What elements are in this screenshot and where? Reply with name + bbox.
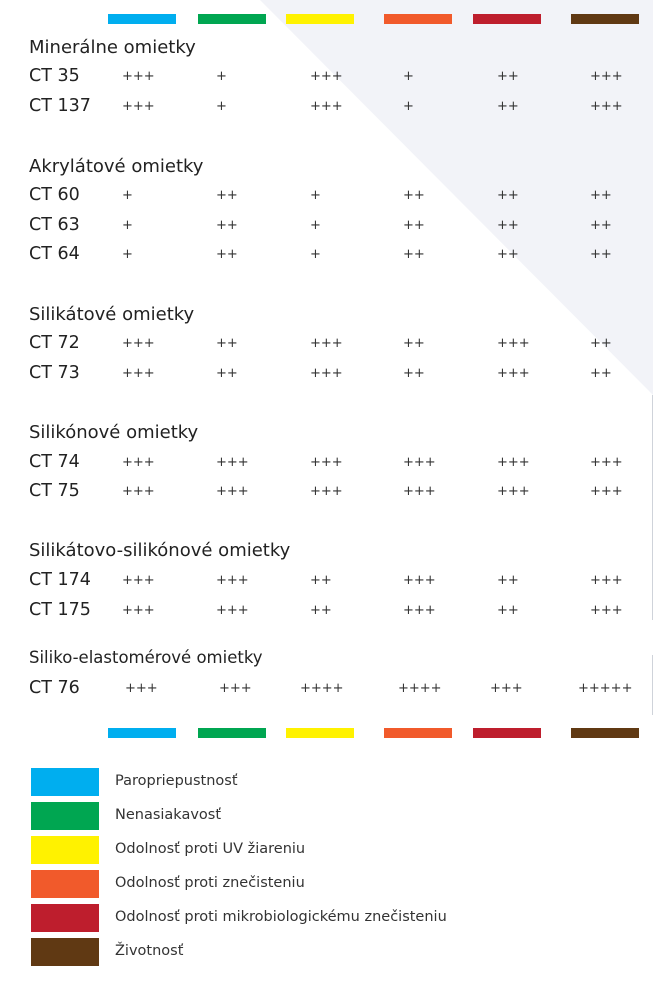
table-row [0,481,653,505]
rating-water-repellency: +++ [216,484,249,499]
rating-uv-resistance: +++ [310,455,343,470]
legend-swatch [31,870,99,898]
rating-water-repellency: +++ [216,603,249,618]
rating-lifespan: ++ [590,188,612,203]
section-title-silico-elastomer: Siliko-elastomérové omietky [29,648,263,667]
row-label: CT 60 [29,185,80,205]
rating-vapor-permeability: +++ [122,99,155,114]
rating-vapor-permeability: +++ [122,455,155,470]
table-row [0,363,653,387]
rating-uv-resistance: +++ [310,484,343,499]
rating-vapor-permeability: +++ [122,69,155,84]
rating-water-repellency: ++ [216,218,238,233]
section-title-silicone: Silikónové omietky [29,422,199,443]
rating-dirt-resistance: ++ [403,218,425,233]
rating-water-repellency: ++ [216,247,238,262]
legend-swatch [31,938,99,966]
bottom-bar-vapor-permeability [108,728,176,738]
legend-label: Odolnosť proti znečisteniu [115,875,305,891]
rating-dirt-resistance: + [403,69,414,84]
rating-vapor-permeability: +++ [122,573,155,588]
table-row [0,600,653,624]
rating-lifespan: +++ [590,484,623,499]
section-title-mineral: Minerálne omietky [29,37,196,58]
rating-lifespan: +++++ [578,681,633,696]
rating-microbio-resistance: +++ [497,366,530,381]
rating-dirt-resistance: +++ [403,603,436,618]
bottom-bar-uv-resistance [286,728,354,738]
rating-microbio-resistance: +++ [497,336,530,351]
section-title-silicate: Silikátové omietky [29,304,195,325]
legend-item-vapor-permeability [31,768,631,796]
rating-uv-resistance: +++ [310,366,343,381]
top-bar-uv-resistance [286,14,354,24]
rating-microbio-resistance: ++ [497,247,519,262]
rating-microbio-resistance: +++ [490,681,523,696]
rating-vapor-permeability: + [122,247,133,262]
row-label: CT 72 [29,333,80,353]
row-label: CT 73 [29,363,80,383]
legend-item-dirt-resistance [31,870,631,898]
rating-vapor-permeability: +++ [122,336,155,351]
rating-dirt-resistance: ++ [403,188,425,203]
legend-item-microbio-resistance [31,904,631,932]
rating-dirt-resistance: ++ [403,366,425,381]
legend-item-lifespan [31,938,631,966]
legend-label: Životnosť [115,943,184,959]
rating-lifespan: +++ [590,99,623,114]
bottom-bar-water-repellency [198,728,266,738]
table-row [0,215,653,239]
rating-uv-resistance: ++ [310,573,332,588]
rating-uv-resistance: + [310,188,321,203]
rating-lifespan: ++ [590,218,612,233]
top-bar-lifespan [571,14,639,24]
row-label: CT 174 [29,570,91,590]
legend-item-water-repellency [31,802,631,830]
row-label: CT 76 [29,678,80,698]
rating-lifespan: ++ [590,247,612,262]
rating-lifespan: +++ [590,455,623,470]
rating-uv-resistance: +++ [310,336,343,351]
rating-lifespan: +++ [590,603,623,618]
row-label: CT 63 [29,215,80,235]
table-row [0,185,653,209]
row-label: CT 137 [29,96,91,116]
rating-water-repellency: ++ [216,366,238,381]
rating-uv-resistance: +++ [310,99,343,114]
bottom-bar-dirt-resistance [384,728,452,738]
rating-microbio-resistance: ++ [497,69,519,84]
legend-label: Paropriepustnosť [115,773,238,789]
rating-uv-resistance: ++ [310,603,332,618]
table-row [0,66,653,90]
rating-vapor-permeability: + [122,188,133,203]
legend-label: Odolnosť proti UV žiareniu [115,841,306,857]
rating-uv-resistance: + [310,247,321,262]
rating-water-repellency: ++ [216,336,238,351]
legend-swatch [31,768,99,796]
rating-water-repellency: +++ [216,573,249,588]
rating-microbio-resistance: ++ [497,573,519,588]
rating-vapor-permeability: +++ [122,484,155,499]
table-row [0,678,653,702]
legend-swatch [31,802,99,830]
rating-dirt-resistance: ++ [403,247,425,262]
legend-swatch [31,836,99,864]
rating-dirt-resistance: +++ [403,455,436,470]
rating-microbio-resistance: +++ [497,484,530,499]
legend-label: Odolnosť proti mikrobiologickému znečisteniu [115,909,447,925]
table-row [0,96,653,120]
rating-dirt-resistance: ++ [403,336,425,351]
rating-vapor-permeability: + [122,218,133,233]
rating-microbio-resistance: ++ [497,218,519,233]
rating-lifespan: ++ [590,366,612,381]
rating-vapor-permeability: +++ [125,681,158,696]
table-row [0,570,653,594]
row-label: CT 64 [29,244,80,264]
rating-dirt-resistance: +++ [403,573,436,588]
rating-water-repellency: + [216,99,227,114]
legend-label: Nenasiakavosť [115,807,222,823]
rating-microbio-resistance: +++ [497,455,530,470]
legend-swatch [31,904,99,932]
rating-lifespan: ++ [590,336,612,351]
rating-vapor-permeability: +++ [122,603,155,618]
table-row [0,244,653,268]
rating-dirt-resistance: +++ [403,484,436,499]
rating-water-repellency: + [216,69,227,84]
legend-item-uv-resistance [31,836,631,864]
top-bar-dirt-resistance [384,14,452,24]
top-bar-microbio-resistance [473,14,541,24]
rating-microbio-resistance: ++ [497,188,519,203]
rating-uv-resistance: ++++ [300,681,344,696]
rating-lifespan: +++ [590,573,623,588]
rating-water-repellency: ++ [216,188,238,203]
rating-vapor-permeability: +++ [122,366,155,381]
section-title-acrylic: Akrylátové omietky [29,156,204,177]
table-row [0,333,653,357]
rating-water-repellency: +++ [216,455,249,470]
row-label: CT 75 [29,481,80,501]
row-label: CT 74 [29,452,80,472]
rating-microbio-resistance: ++ [497,603,519,618]
top-bar-water-repellency [198,14,266,24]
rating-lifespan: +++ [590,69,623,84]
rating-uv-resistance: +++ [310,69,343,84]
bottom-bar-microbio-resistance [473,728,541,738]
rating-uv-resistance: + [310,218,321,233]
table-row [0,452,653,476]
rating-dirt-resistance: + [403,99,414,114]
section-title-silicate-silicone: Silikátovo-silikónové omietky [29,540,291,561]
row-label: CT 35 [29,66,80,86]
rating-dirt-resistance: ++++ [398,681,442,696]
bottom-bar-lifespan [571,728,639,738]
rating-water-repellency: +++ [219,681,252,696]
top-bar-vapor-permeability [108,14,176,24]
row-label: CT 175 [29,600,91,620]
rating-microbio-resistance: ++ [497,99,519,114]
